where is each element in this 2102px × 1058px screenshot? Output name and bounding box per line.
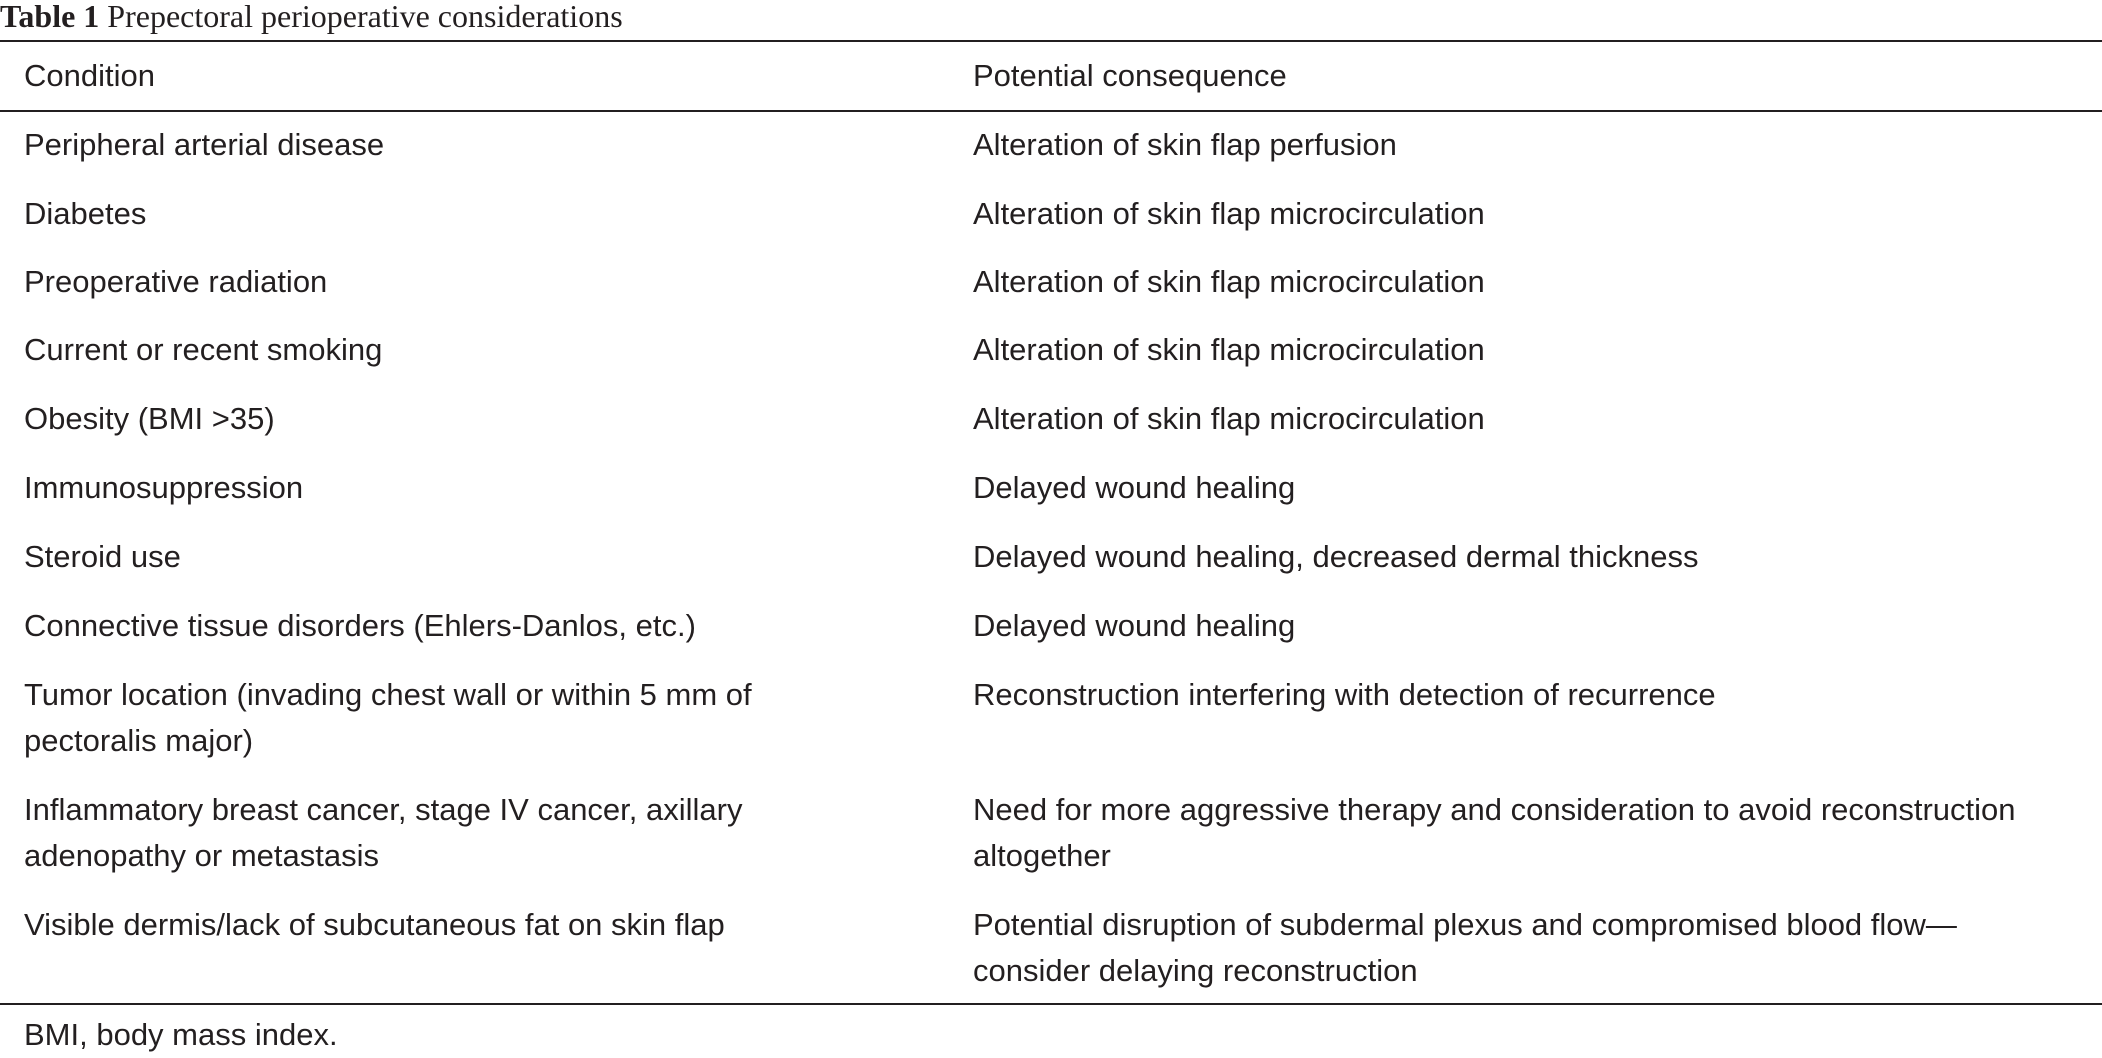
row-2-condition: Diabetes: [24, 196, 147, 231]
row-1-condition: Peripheral arterial disease: [24, 127, 385, 162]
row-7-condition: Steroid use: [24, 539, 181, 574]
row-10-consequence: Need for more aggressive therapy and consideration to avoid reconstruction altogether: [973, 792, 2016, 873]
row-5-condition: Obesity (BMI >35): [24, 401, 275, 436]
top-rule: [0, 40, 2102, 42]
table-number: Table 1: [0, 0, 100, 34]
row-10-condition: Inflammatory breast cancer, stage IV cancer, axillary adenopathy or metastasis: [24, 792, 743, 873]
row-2-consequence: Alteration of skin flap microcirculation: [973, 196, 1485, 231]
header-condition: Condition: [24, 58, 155, 93]
bottom-rule: [0, 1003, 2102, 1005]
row-11-consequence: Potential disruption of subdermal plexus and compromised blood flow—consider delaying reconstruction: [973, 907, 1957, 988]
row-9-consequence: Reconstruction interfering with detection of recurrence: [973, 677, 1716, 712]
row-5-consequence: Alteration of skin flap microcirculation: [973, 401, 1485, 436]
header-potential-consequence: Potential consequence: [973, 58, 1287, 93]
table-caption: [0, 0, 623, 40]
row-11-condition: Visible dermis/lack of subcutaneous fat on skin flap: [24, 907, 725, 942]
row-4-condition: Current or recent smoking: [24, 332, 383, 367]
row-1-consequence: Alteration of skin flap perfusion: [973, 127, 1397, 162]
row-8-consequence: Delayed wound healing: [973, 608, 1296, 643]
row-3-condition: Preoperative radiation: [24, 264, 328, 299]
row-6-consequence: Delayed wound healing: [973, 470, 1296, 505]
table-footnote: BMI, body mass index.: [24, 1017, 338, 1052]
row-3-consequence: Alteration of skin flap microcirculation: [973, 264, 1485, 299]
row-9-condition: Tumor location (invading chest wall or within 5 mm of pectoralis major): [24, 677, 752, 758]
header-rule: [0, 110, 2102, 112]
row-4-consequence: Alteration of skin flap microcirculation: [973, 332, 1485, 367]
table-title: Prepectoral perioperative considerations: [107, 0, 623, 34]
row-8-condition: Connective tissue disorders (Ehlers-Danlos, etc.): [24, 608, 696, 643]
row-7-consequence: Delayed wound healing, decreased dermal thickness: [973, 539, 1699, 574]
row-6-condition: Immunosuppression: [24, 470, 304, 505]
